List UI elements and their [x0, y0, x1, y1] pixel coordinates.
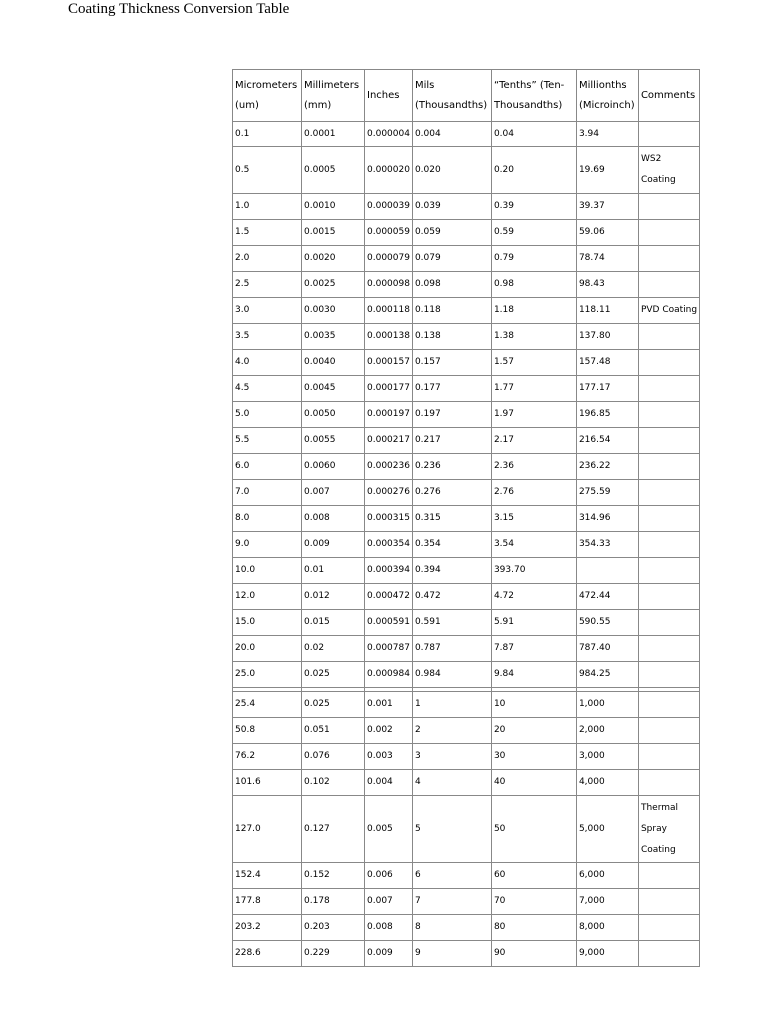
cell-micrometers: 8.0 [233, 506, 302, 532]
cell-millimeters: 0.102 [302, 770, 365, 796]
cell-tenths: 20 [491, 718, 576, 744]
cell-millionths: 236.22 [576, 454, 638, 480]
cell-comments [638, 402, 699, 428]
cell-micrometers: 4.5 [233, 376, 302, 402]
cell-millionths: 59.06 [576, 220, 638, 246]
cell-mils: 0.059 [412, 220, 491, 246]
cell-millimeters: 0.0020 [302, 246, 365, 272]
header-micrometers: Micrometers (um) [233, 70, 302, 122]
cell-comments [638, 744, 699, 770]
table-row [233, 122, 700, 147]
cell-tenths: 1.38 [491, 324, 576, 350]
table-row [233, 941, 700, 967]
cell-micrometers: 4.0 [233, 350, 302, 376]
cell-millionths: 472.44 [576, 584, 638, 610]
cell-millionths: 98.43 [576, 272, 638, 298]
cell-micrometers: 25.4 [233, 692, 302, 718]
cell-micrometers: 101.6 [233, 770, 302, 796]
cell-millionths: 275.59 [576, 480, 638, 506]
cell-inches: 0.000787 [365, 636, 413, 662]
table-row [233, 147, 700, 194]
cell-mils: 0.197 [412, 402, 491, 428]
cell-mils: 4 [412, 770, 491, 796]
table-row [233, 402, 700, 428]
page-title: Coating Thickness Conversion Table [68, 1, 290, 17]
cell-millimeters: 0.127 [302, 796, 365, 863]
table-row [233, 220, 700, 246]
table-row [233, 194, 700, 220]
cell-tenths: 4.72 [491, 584, 576, 610]
table-header-row [233, 70, 700, 122]
cell-comments [638, 428, 699, 454]
cell-tenths: 70 [491, 889, 576, 915]
cell-inches: 0.006 [365, 863, 413, 889]
cell-micrometers: 10.0 [233, 558, 302, 584]
cell-inches: 0.000472 [365, 584, 413, 610]
cell-comments [638, 272, 699, 298]
cell-millimeters: 0.012 [302, 584, 365, 610]
table-row [233, 662, 700, 688]
table-row [233, 889, 700, 915]
cell-tenths: 1.77 [491, 376, 576, 402]
cell-millimeters: 0.178 [302, 889, 365, 915]
cell-inches: 0.000217 [365, 428, 413, 454]
cell-millionths: 314.96 [576, 506, 638, 532]
table-row [233, 454, 700, 480]
cell-millimeters: 0.0055 [302, 428, 365, 454]
cell-comments: WS2 Coating [638, 147, 699, 194]
cell-comments [638, 376, 699, 402]
cell-millimeters: 0.0040 [302, 350, 365, 376]
header-mils: Mils (Thousandths) [412, 70, 491, 122]
cell-micrometers: 1.5 [233, 220, 302, 246]
cell-mils: 0.217 [412, 428, 491, 454]
cell-micrometers: 2.0 [233, 246, 302, 272]
cell-inches: 0.000276 [365, 480, 413, 506]
cell-tenths: 50 [491, 796, 576, 863]
cell-mils: 0.004 [412, 122, 491, 147]
cell-millimeters: 0.0050 [302, 402, 365, 428]
cell-millionths: 19.69 [576, 147, 638, 194]
header-millionths: Millionths (Microinch) [576, 70, 638, 122]
table-body [233, 122, 700, 967]
cell-mils: 0.118 [412, 298, 491, 324]
cell-inches: 0.005 [365, 796, 413, 863]
table-row [233, 350, 700, 376]
cell-micrometers: 228.6 [233, 941, 302, 967]
cell-comments [638, 122, 699, 147]
table-row [233, 610, 700, 636]
cell-comments [638, 584, 699, 610]
cell-mils: 0.276 [412, 480, 491, 506]
cell-millionths: 354.33 [576, 532, 638, 558]
cell-mils: 0.354 [412, 532, 491, 558]
table-row [233, 692, 700, 718]
cell-tenths: 5.91 [491, 610, 576, 636]
cell-micrometers: 2.5 [233, 272, 302, 298]
conversion-table [232, 69, 700, 967]
cell-millimeters: 0.0005 [302, 147, 365, 194]
cell-millionths: 9,000 [576, 941, 638, 967]
cell-inches: 0.003 [365, 744, 413, 770]
cell-millimeters: 0.015 [302, 610, 365, 636]
cell-millimeters: 0.025 [302, 662, 365, 688]
cell-comments [638, 662, 699, 688]
cell-inches: 0.000039 [365, 194, 413, 220]
cell-micrometers: 127.0 [233, 796, 302, 863]
cell-tenths: 1.57 [491, 350, 576, 376]
cell-comments [638, 480, 699, 506]
cell-millimeters: 0.229 [302, 941, 365, 967]
cell-inches: 0.008 [365, 915, 413, 941]
cell-millionths: 196.85 [576, 402, 638, 428]
cell-tenths: 2.76 [491, 480, 576, 506]
table-row [233, 480, 700, 506]
cell-millionths: 78.74 [576, 246, 638, 272]
cell-mils: 2 [412, 718, 491, 744]
cell-mils: 1 [412, 692, 491, 718]
cell-inches: 0.000098 [365, 272, 413, 298]
cell-mils: 0.079 [412, 246, 491, 272]
cell-micrometers: 12.0 [233, 584, 302, 610]
header-millimeters: Millimeters (mm) [302, 70, 365, 122]
cell-millimeters: 0.0025 [302, 272, 365, 298]
cell-inches: 0.000984 [365, 662, 413, 688]
cell-micrometers: 0.1 [233, 122, 302, 147]
cell-tenths: 0.98 [491, 272, 576, 298]
cell-millimeters: 0.0060 [302, 454, 365, 480]
table-row [233, 718, 700, 744]
cell-comments [638, 863, 699, 889]
cell-millionths: 177.17 [576, 376, 638, 402]
cell-comments [638, 454, 699, 480]
cell-millimeters: 0.152 [302, 863, 365, 889]
cell-comments [638, 532, 699, 558]
cell-inches: 0.000591 [365, 610, 413, 636]
cell-micrometers: 9.0 [233, 532, 302, 558]
cell-micrometers: 3.5 [233, 324, 302, 350]
cell-millionths: 39.37 [576, 194, 638, 220]
cell-mils: 0.787 [412, 636, 491, 662]
cell-comments [638, 220, 699, 246]
cell-inches: 0.000020 [365, 147, 413, 194]
table-row [233, 428, 700, 454]
cell-millionths: 216.54 [576, 428, 638, 454]
cell-millionths: 3,000 [576, 744, 638, 770]
cell-micrometers: 15.0 [233, 610, 302, 636]
cell-millionths: 984.25 [576, 662, 638, 688]
cell-tenths: 40 [491, 770, 576, 796]
cell-inches: 0.000354 [365, 532, 413, 558]
cell-millionths: 1,000 [576, 692, 638, 718]
cell-mils: 8 [412, 915, 491, 941]
cell-inches: 0.002 [365, 718, 413, 744]
table-row [233, 506, 700, 532]
cell-millimeters: 0.0045 [302, 376, 365, 402]
cell-inches: 0.000197 [365, 402, 413, 428]
cell-micrometers: 177.8 [233, 889, 302, 915]
cell-millimeters: 0.0035 [302, 324, 365, 350]
cell-millimeters: 0.01 [302, 558, 365, 584]
cell-micrometers: 152.4 [233, 863, 302, 889]
cell-mils: 0.591 [412, 610, 491, 636]
cell-tenths: 30 [491, 744, 576, 770]
cell-comments: PVD Coating [638, 298, 699, 324]
table-row [233, 915, 700, 941]
cell-mils: 6 [412, 863, 491, 889]
cell-inches: 0.000157 [365, 350, 413, 376]
cell-comments [638, 941, 699, 967]
cell-millionths: 7,000 [576, 889, 638, 915]
cell-comments: Thermal Spray Coating [638, 796, 699, 863]
cell-tenths: 0.04 [491, 122, 576, 147]
cell-comments [638, 692, 699, 718]
cell-mils: 0.039 [412, 194, 491, 220]
cell-mils: 3 [412, 744, 491, 770]
cell-inches: 0.000079 [365, 246, 413, 272]
cell-tenths: 2.36 [491, 454, 576, 480]
cell-millionths: 3.94 [576, 122, 638, 147]
cell-comments [638, 506, 699, 532]
cell-tenths: 0.59 [491, 220, 576, 246]
cell-inches: 0.009 [365, 941, 413, 967]
cell-micrometers: 76.2 [233, 744, 302, 770]
cell-micrometers: 6.0 [233, 454, 302, 480]
cell-millimeters: 0.0015 [302, 220, 365, 246]
cell-mils: 0.157 [412, 350, 491, 376]
cell-inches: 0.000059 [365, 220, 413, 246]
cell-mils: 5 [412, 796, 491, 863]
cell-mils: 0.315 [412, 506, 491, 532]
cell-tenths: 9.84 [491, 662, 576, 688]
cell-comments [638, 350, 699, 376]
cell-tenths: 3.54 [491, 532, 576, 558]
cell-comments [638, 246, 699, 272]
cell-millionths: 6,000 [576, 863, 638, 889]
cell-millionths: 5,000 [576, 796, 638, 863]
cell-millimeters: 0.025 [302, 692, 365, 718]
cell-tenths: 3.15 [491, 506, 576, 532]
table-row [233, 796, 700, 863]
cell-comments [638, 636, 699, 662]
cell-millimeters: 0.02 [302, 636, 365, 662]
cell-millimeters: 0.0001 [302, 122, 365, 147]
cell-mils: 0.020 [412, 147, 491, 194]
cell-tenths: 0.79 [491, 246, 576, 272]
cell-inches: 0.000138 [365, 324, 413, 350]
table-row [233, 770, 700, 796]
cell-tenths: 60 [491, 863, 576, 889]
cell-millionths: 4,000 [576, 770, 638, 796]
table-row [233, 298, 700, 324]
cell-inches: 0.001 [365, 692, 413, 718]
cell-mils: 0.138 [412, 324, 491, 350]
cell-comments [638, 915, 699, 941]
cell-inches: 0.000315 [365, 506, 413, 532]
cell-tenths: 0.39 [491, 194, 576, 220]
cell-mils: 7 [412, 889, 491, 915]
cell-millionths: 137.80 [576, 324, 638, 350]
cell-tenths: 7.87 [491, 636, 576, 662]
cell-tenths: 393.70 [491, 558, 576, 584]
cell-micrometers: 203.2 [233, 915, 302, 941]
cell-millimeters: 0.008 [302, 506, 365, 532]
cell-tenths: 1.97 [491, 402, 576, 428]
cell-millimeters: 0.203 [302, 915, 365, 941]
cell-mils: 0.098 [412, 272, 491, 298]
table-row [233, 272, 700, 298]
table-row [233, 584, 700, 610]
header-tenths: “Tenths” (Ten-Thousandths) [491, 70, 576, 122]
cell-micrometers: 3.0 [233, 298, 302, 324]
cell-millimeters: 0.007 [302, 480, 365, 506]
table-row [233, 636, 700, 662]
cell-micrometers: 7.0 [233, 480, 302, 506]
cell-mils: 0.177 [412, 376, 491, 402]
cell-micrometers: 5.5 [233, 428, 302, 454]
cell-tenths: 10 [491, 692, 576, 718]
cell-millionths: 118.11 [576, 298, 638, 324]
table-row [233, 863, 700, 889]
table-row [233, 558, 700, 584]
cell-mils: 0.236 [412, 454, 491, 480]
cell-micrometers: 0.5 [233, 147, 302, 194]
table-row [233, 376, 700, 402]
cell-millimeters: 0.0010 [302, 194, 365, 220]
cell-micrometers: 5.0 [233, 402, 302, 428]
cell-tenths: 0.20 [491, 147, 576, 194]
cell-mils: 9 [412, 941, 491, 967]
header-comments: Comments [638, 70, 699, 122]
cell-millimeters: 0.0030 [302, 298, 365, 324]
table-row [233, 246, 700, 272]
cell-tenths: 2.17 [491, 428, 576, 454]
cell-millionths: 157.48 [576, 350, 638, 376]
cell-millimeters: 0.051 [302, 718, 365, 744]
cell-comments [638, 324, 699, 350]
cell-millionths [576, 558, 638, 584]
table-row [233, 324, 700, 350]
cell-millionths: 8,000 [576, 915, 638, 941]
cell-tenths: 1.18 [491, 298, 576, 324]
cell-comments [638, 610, 699, 636]
table-row [233, 744, 700, 770]
cell-inches: 0.000177 [365, 376, 413, 402]
table-row [233, 532, 700, 558]
cell-mils: 0.984 [412, 662, 491, 688]
header-inches: Inches [365, 70, 413, 122]
cell-millionths: 590.55 [576, 610, 638, 636]
cell-micrometers: 50.8 [233, 718, 302, 744]
cell-comments [638, 718, 699, 744]
cell-millimeters: 0.009 [302, 532, 365, 558]
cell-millimeters: 0.076 [302, 744, 365, 770]
cell-inches: 0.004 [365, 770, 413, 796]
cell-inches: 0.000004 [365, 122, 413, 147]
cell-millionths: 787.40 [576, 636, 638, 662]
cell-tenths: 90 [491, 941, 576, 967]
cell-inches: 0.007 [365, 889, 413, 915]
cell-mils: 0.394 [412, 558, 491, 584]
cell-micrometers: 25.0 [233, 662, 302, 688]
cell-comments [638, 770, 699, 796]
cell-tenths: 80 [491, 915, 576, 941]
cell-millionths: 2,000 [576, 718, 638, 744]
cell-comments [638, 889, 699, 915]
cell-inches: 0.000394 [365, 558, 413, 584]
cell-comments [638, 194, 699, 220]
cell-mils: 0.472 [412, 584, 491, 610]
cell-comments [638, 558, 699, 584]
cell-inches: 0.000118 [365, 298, 413, 324]
cell-micrometers: 1.0 [233, 194, 302, 220]
cell-inches: 0.000236 [365, 454, 413, 480]
cell-micrometers: 20.0 [233, 636, 302, 662]
